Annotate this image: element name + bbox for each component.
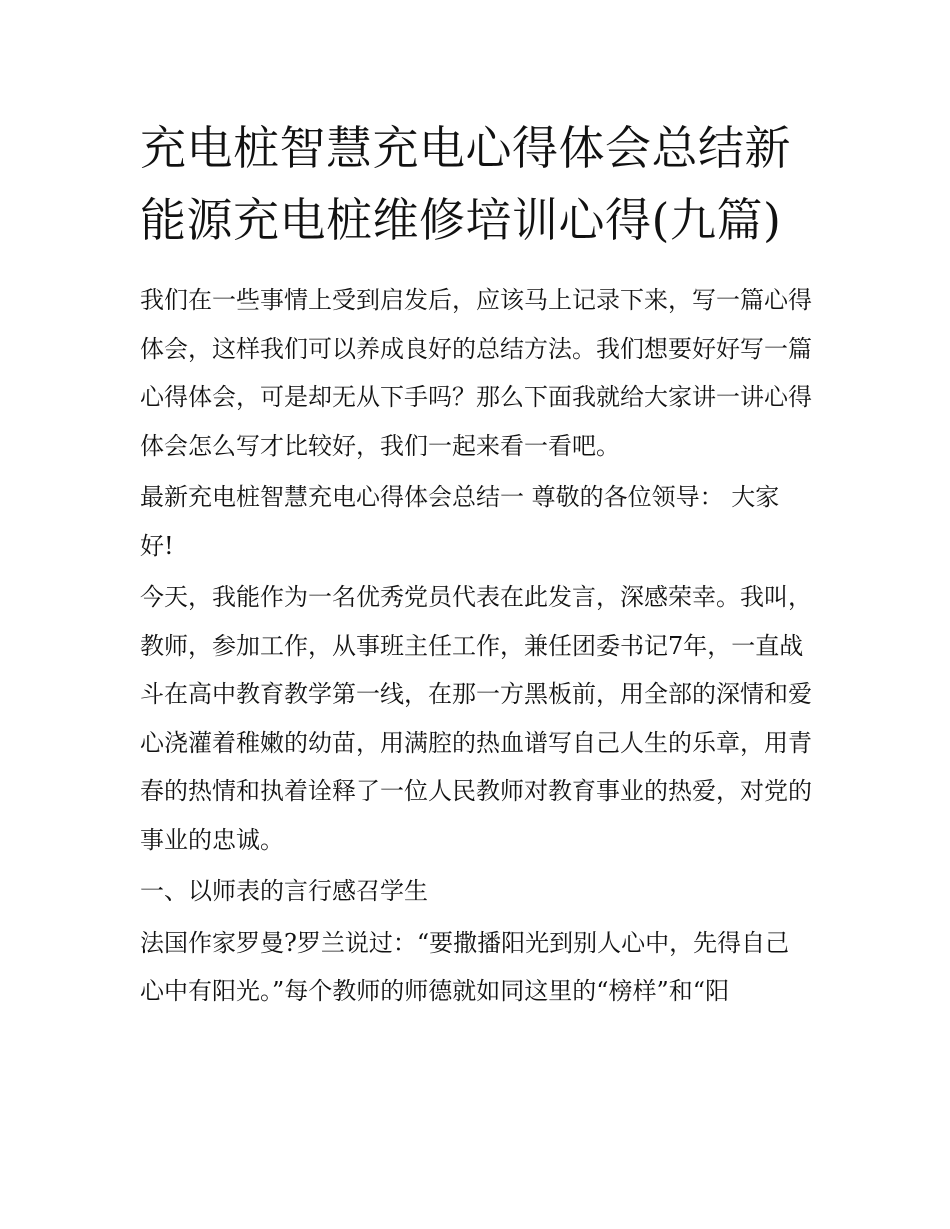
document-body xyxy=(140,276,812,1016)
quote-paragraph: 法国作家罗曼?罗兰说过：“要撒播阳光到别人心中，先得自己心中有阳光。”每个教师的师德就如同这里的“榜样”和“阳 xyxy=(140,928,790,1005)
document-page xyxy=(140,112,812,1019)
greeting-paragraph: 最新充电桩智慧充电心得体会总结一 尊敬的各位领导： 大家好! xyxy=(140,483,780,560)
section-heading: 一、以师表的言行感召学生 xyxy=(140,877,428,905)
intro-paragraph: 我们在一些事情上受到启发后，应该马上记录下来，写一篇心得体会，这样我们可以养成良好的总结方法。我们想要好好写一篇心得体会，可是却无从下手吗？那么下面我就给大家讲一讲心得体会怎么写才比较好，我们一起来看一看吧。 xyxy=(140,286,812,460)
speech-paragraph: 今天，我能作为一名优秀党员代表在此发言，深感荣幸。我叫，教师，参加工作，从事班主任工作，兼任团委书记7年，一直战斗在高中教育教学第一线，在那一方黑板前，用全部的深情和爱心浇灌着稚嫩的幼苗，用满腔的热血谱写自己人生的乐章，用青春的热情和执着诠释了一位人民教师对教育事业的热爱，对党的事业的忠诚。 xyxy=(140,583,812,854)
document-title: 充电桩智慧充电心得体会总结新能源充电桩维修培训心得(九篇) xyxy=(140,121,791,247)
